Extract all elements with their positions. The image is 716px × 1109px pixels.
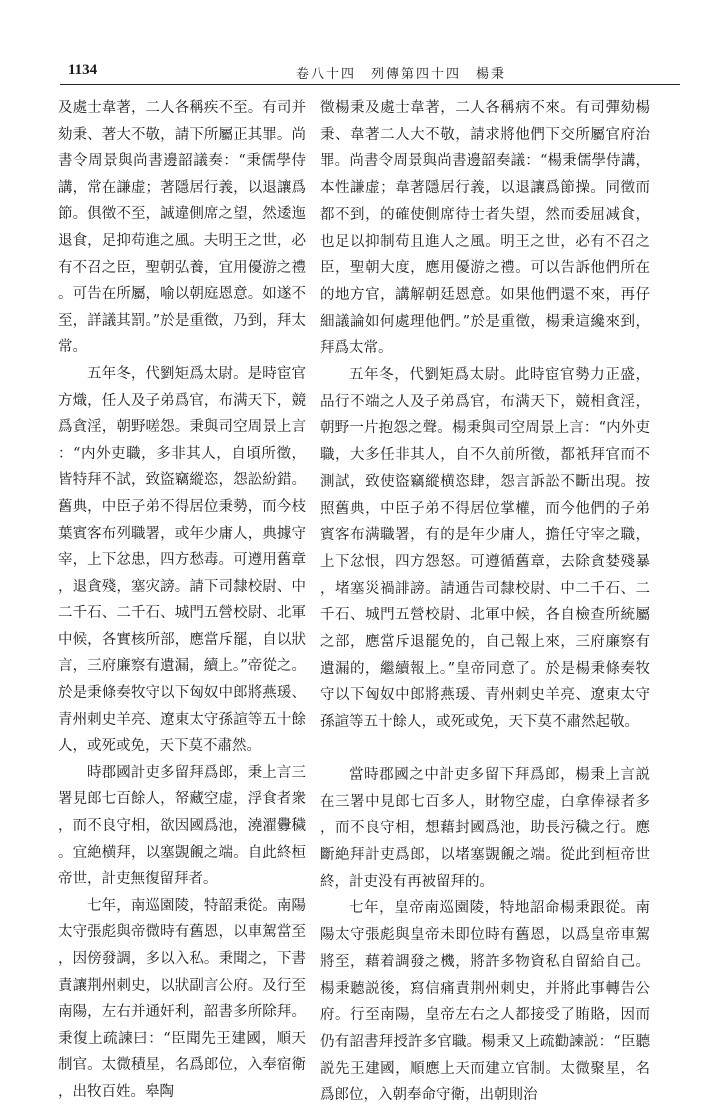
right-paragraph-4: 七年，皇帝南巡園陵，特地詔命楊秉跟從。南陽太守張彪與皇帝未即位時有舊恩，以爲皇帝車駕將至，藉着調發之機，將許多物資私自留給自己。楊秉聽説後，寫信痛責荆州刺史，并將此事轉告公府。行至南陽，皇帝左右之人都接受了賄賂，因而仍有詔書拜授許多官職。楊秉又上疏勸諫説：“臣聽説先王建國，順應上天而建立官制。太微聚星，名爲郎位，入朝奉命守衛，出朝則治 bbox=[320, 900, 650, 1104]
left-paragraph-4: 七年，南巡園陵，特韶秉從。南陽太守張彪與帝微時有舊恩，以車駕當至，因傍發調，多以入私。秉聞之，下書責讓荆州刺史，以狀副言公府。及行至南陽，左右并通奸利，韶書多所除拜。秉復上疏諫曰：“臣聞先王建國，順天制官。太微積星，名爲郎位，入奉宿衛，出牧百姓。皋陶 bbox=[58, 897, 306, 1100]
page-number: 1134 bbox=[68, 62, 98, 78]
running-header bbox=[60, 58, 680, 85]
right-paragraph-3: 當時郡國之中計吏多留下拜爲郎，楊秉上言説在三署中見郎七百多人，財物空虚，白拿俸禄者多，而不良守相，想藉封國爲池，助長污穢之行。應斷絶拜計吏爲郎，以堵塞覬覦之端。從此到桓帝世終，計吏没有再被留拜的。 bbox=[320, 766, 650, 890]
left-paragraph-2: 五年冬，代劉矩爲太尉。是時宦官方熾，任人及子弟爲官，布满天下，競爲貪淫，朝野嗟怨。秉與司空周景上言：“内外吏職，多非其人，自頃所徵，皆特拜不試，致盜竊縱恣，怨訟紛錯。舊典，中臣子弟不得居位秉勢，而今枝葉賓客布列職署，或年少庸人，典據守宰，上下忿患，四方愁毒。可遵用舊章，退貪殘，塞灾謗。請下司隸校尉、中二千石、二千石、城門五營校尉、北軍中候，各實核所部，應當斥罷，自以狀言，三府廉察有遺漏，續上。”帝從之。於是秉條奏牧守以下匈奴中郎將燕瑗、青州刺史羊亮、遼東太守孫諠等五十餘人，或死或免，天下莫不肅然。 bbox=[58, 365, 306, 755]
right-paragraph-2: 五年冬，代劉矩爲太尉。此時宦官勢力正盛，品行不端之人及子弟爲官，布满天下，競相貪淫，朝野一片抱怨之聲。楊秉與司空周景上言：“内外吏職，大多任非其人，自不久前所徵，都衹拜官而不測試，致使盜竊縱横恣肆，怨言訴訟不斷出現。按照舊典，中臣子弟不得居位掌權，而今他們的子弟賓客布满職署，有的是年少庸人，擔任守宰之職，上下忿恨，四方怨怒。可遵循舊章，去除貪婪殘暴，堵塞災禍誹謗。請通告司隸校尉、中二千石、二千石、城門五營校尉、北軍中候，各自檢查所統屬之部，應當斥退罷免的，自己報上來，三府廉察有遺漏的，繼續報上。”皇帝同意了。於是楊秉條奏牧守以下匈奴中郎將燕瑗、青州刺史羊亮、遼東太守孫諠等五十餘人，或死或免，天下莫不肅然起敬。 bbox=[320, 367, 650, 731]
running-head-title: 卷八十四 列傳第四十四 楊秉 bbox=[296, 67, 507, 82]
paragraph-gap bbox=[320, 736, 650, 762]
right-column-translation bbox=[320, 95, 650, 1109]
left-column-classical-text bbox=[58, 95, 306, 1106]
left-paragraph-3: 時郡國計吏多留拜爲郎，秉上言三署見郎七百餘人，帑藏空虚，浮食者衆，而不良守相，欲因國爲池，澆濯釁穢。宜絶横拜，以塞覬覦之端。自此終桓帝世，計吏無復留拜者。 bbox=[58, 764, 306, 888]
left-paragraph-1: 及處士韋著，二人各稱疾不至。有司并劾秉、著大不敬，請下所屬正其罪。尚書令周景與尚書邊韶議奏：“秉儒學侍講，常在謙虚；著隱居行義，以退讓爲節。俱徵不至，誠違側席之望，然逶迤退食，足抑苟進之風。夫明王之世，必有不召之臣，聖朝弘養，宜用優游之禮。可告在所屬，喻以朝庭恩意。如遂不至，詳議其罰。”於是重徵，乃到，拜太常。 bbox=[58, 100, 306, 356]
right-paragraph-1: 徵楊秉及處士韋著，二人各稱病不來。有司彈劾楊秉、韋著二人大不敬，請求將他們下交所屬官府治罪。尚書令周景與尚書邊韶奏議：“楊秉儒學侍講，本性謙虚；韋著隱居行義，以退讓爲節操。同徵而都不到，的確使側席待士者失望，然而委屈减食，也足以抑制苟且進人之風。明王之世，必有不召之臣，聖朝大度，應用優游之禮。可以告訴他們所在的地方官，講解朝廷恩意。如果他們還不來，再仔細議論如何處理他們。”於是重徵，楊秉這纔來到，拜爲太常。 bbox=[320, 100, 650, 357]
